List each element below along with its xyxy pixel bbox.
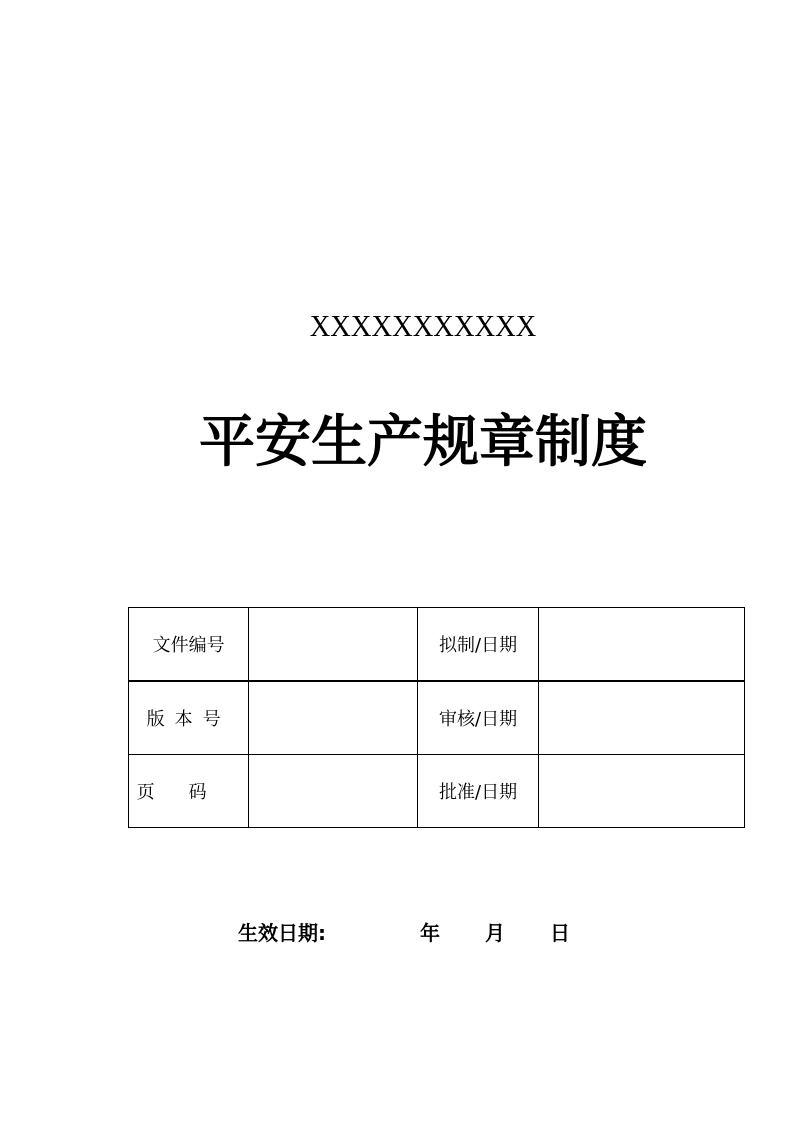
approved-date-label: 批准/日期	[418, 755, 538, 828]
version-label: 版本号	[129, 681, 249, 755]
drafted-date-value	[538, 608, 744, 682]
document-info-table	[128, 607, 745, 828]
file-number-label: 文件编号	[129, 608, 249, 682]
table-row	[129, 608, 745, 682]
drafted-date-label: 拟制/日期	[418, 608, 538, 682]
effective-year-label: 年	[420, 921, 440, 945]
table-row	[129, 755, 745, 828]
reviewed-date-value	[538, 681, 744, 755]
approved-date-value	[538, 755, 744, 828]
effective-month-label: 月	[485, 921, 505, 945]
effective-day-label: 日	[550, 921, 570, 945]
document-title: 平安生产规章制度	[199, 410, 647, 475]
reviewed-date-label: 审核/日期	[418, 681, 538, 755]
effective-date-line	[0, 918, 800, 948]
page-number-label: 页码	[129, 755, 249, 828]
file-number-value	[249, 608, 418, 682]
version-value	[249, 681, 418, 755]
page-number-value	[249, 755, 418, 828]
table-row	[129, 681, 745, 755]
effective-date-label: 生效日期:	[238, 921, 326, 945]
company-name: XXXXXXXXXXX	[309, 308, 537, 343]
